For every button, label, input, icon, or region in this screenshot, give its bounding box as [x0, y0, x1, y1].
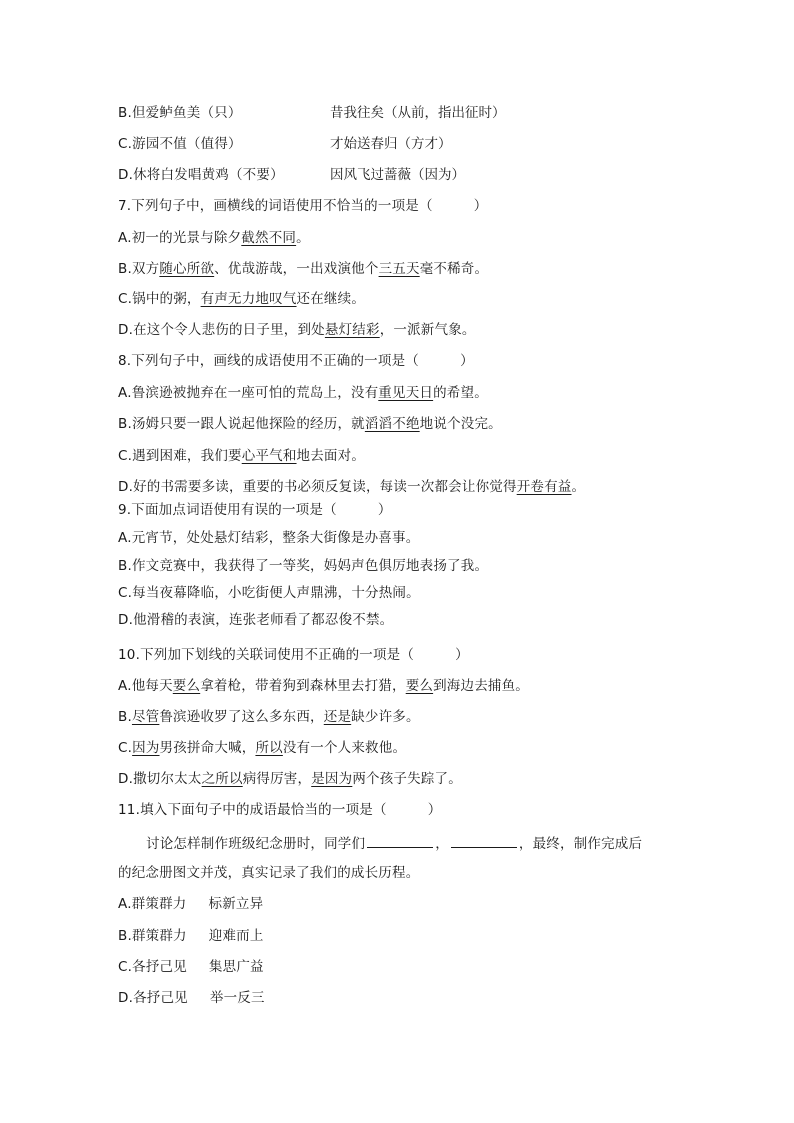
question-8-option-c: C.遇到困难，我们要心平气和地去面对。 — [118, 448, 366, 464]
option-c-left: C.游园不值（值得） — [118, 136, 242, 152]
question-11-option-c: C.各抒己见 集思广益 — [118, 959, 264, 975]
question-11-passage-line-1: 讨论怎样制作班级纪念册时，同学们 ， ，最终，制作完成后 — [146, 833, 642, 853]
question-9-option-d: D.他滑稽的表演，连张老师看了都忍俊不禁。 — [118, 612, 394, 628]
question-7-option-a: A.初一的光景与除夕截然不同。 — [118, 230, 310, 246]
question-10-option-c: C.因为男孩拼命大喊，所以没有一个人来救他。 — [118, 740, 407, 756]
question-11-stem: 11.填入下面句子中的成语最恰当的一项是（ ） — [118, 802, 442, 818]
question-11-passage-line-2: 的纪念册图文并茂，真实记录了我们的成长历程。 — [118, 865, 420, 881]
question-7-option-b: B.双方随心所欲、优哉游哉，一出戏演他个三五天毫不稀奇。 — [118, 261, 489, 277]
question-11-option-b: B.群策群力 迎难而上 — [118, 928, 264, 944]
answer-blank-1[interactable] — [367, 833, 433, 848]
option-b-left: B.但爱鲈鱼美（只） — [118, 105, 242, 121]
question-9-stem: 9.下面加点词语使用有误的一项是（ ） — [118, 502, 392, 518]
question-10-stem: 10.下列加下划线的关联词使用不正确的一项是（ ） — [118, 647, 469, 663]
question-9-option-b: B.作文竞赛中，我获得了一等奖，妈妈声色俱厉地表扬了我。 — [118, 558, 489, 574]
question-8-option-d: D.好的书需要多读，重要的书必须反复读，每读一次都会让你觉得开卷有益。 — [118, 479, 586, 495]
option-d-left: D.休将白发唱黄鸡（不要） — [118, 167, 284, 183]
question-8-option-a: A.鲁滨逊被抛弃在一座可怕的荒岛上，没有重见天日的希望。 — [118, 385, 488, 401]
question-7-stem: 7.下列句子中，画横线的词语使用不恰当的一项是（ ） — [118, 198, 488, 214]
question-10-option-a: A.他每天要么拿着枪，带着狗到森林里去打猎，要么到海边去捕鱼。 — [118, 678, 530, 694]
question-11-option-a: A.群策群力 标新立异 — [118, 896, 264, 912]
question-11-option-d: D.各抒己见 举一反三 — [118, 990, 265, 1006]
option-d-right: 因风飞过蔷薇（因为） — [330, 167, 465, 183]
question-8-option-b: B.汤姆只要一跟人说起他探险的经历，就滔滔不绝地说个没完。 — [118, 416, 502, 432]
question-9-option-a: A.元宵节，处处悬灯结彩，整条大街像是办喜事。 — [118, 530, 420, 546]
question-7-option-c: C.锅中的粥，有声无力地叹气还在继续。 — [118, 291, 366, 307]
option-b-right: 昔我往矣（从前，指出征时） — [330, 105, 506, 121]
question-9-option-c: C.每当夜幕降临，小吃街便人声鼎沸，十分热闹。 — [118, 585, 420, 601]
question-10-option-d: D.撒切尔太太之所以病得厉害，是因为两个孩子失踪了。 — [118, 771, 462, 787]
question-10-option-b: B.尽管鲁滨逊收罗了这么多东西，还是缺少许多。 — [118, 709, 420, 725]
question-8-stem: 8.下列句子中，画线的成语使用不正确的一项是（ ） — [118, 353, 474, 369]
option-c-right: 才始送春归（方才） — [330, 136, 452, 152]
question-7-option-d: D.在这个令人悲伤的日子里，到处悬灯结彩，一派新气象。 — [118, 322, 476, 338]
answer-blank-2[interactable] — [451, 833, 517, 848]
